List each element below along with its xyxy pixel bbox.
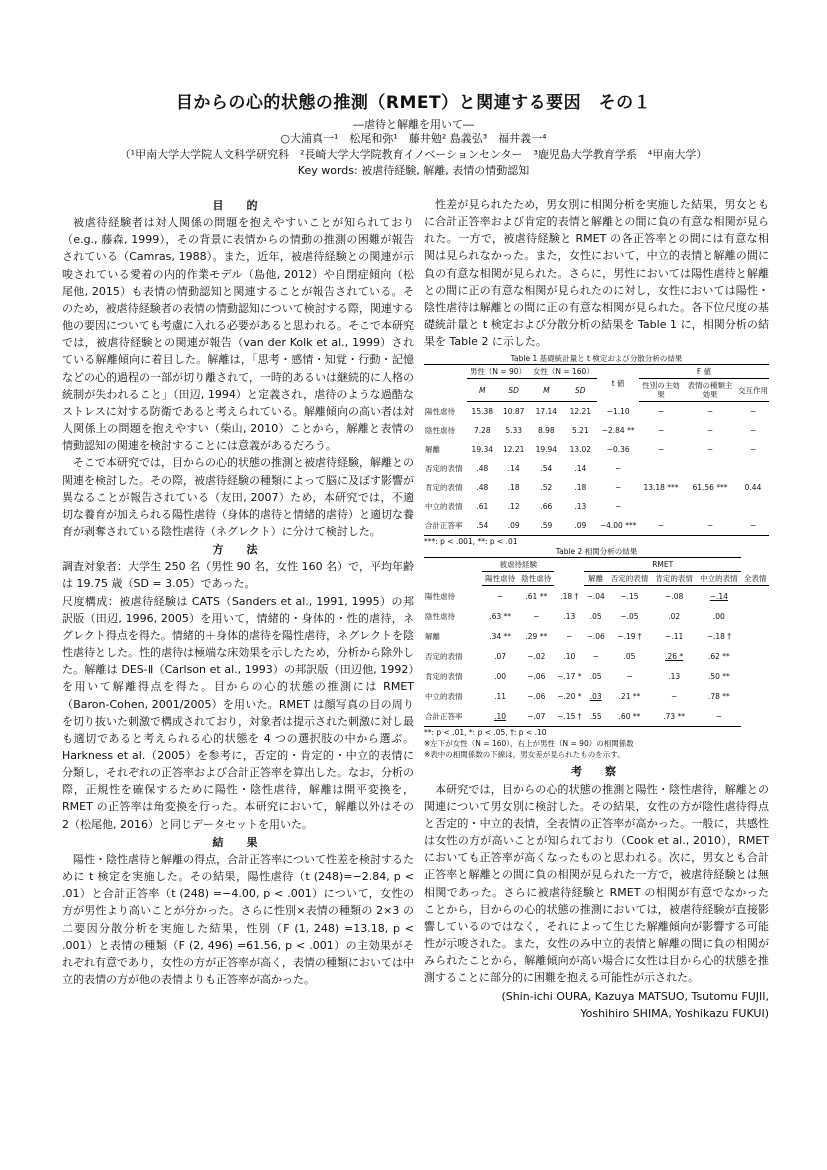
affiliation-list: （¹甲南大学大学院人文科学研究科 ²長崎大学大学院教育イノベーションセンター ³鹿児島大学教育学系 ⁴甲南大学） <box>119 148 708 161</box>
method-participants: 調査対象者：大学生 250 名（男性 90 名，女性 160 名）で，平均年齢は 19.75 歳（SD = 3.05）であった。 <box>62 560 414 591</box>
table2-cell: − <box>592 651 599 661</box>
table2-cell: −.15 † <box>554 706 584 727</box>
table2-cell: .29 ** <box>525 631 548 641</box>
table1 <box>424 364 769 536</box>
table2-note-layout: ※左下が女性（N = 160），右上が男性（N = 90）の相関係数 <box>424 739 634 749</box>
table1-cell: .09 <box>498 516 529 536</box>
table1-row <box>424 478 769 497</box>
table1-row-label: 解離 <box>425 445 440 455</box>
table2-cell: − <box>566 631 573 641</box>
section-heading-discussion: 考 察 <box>571 765 622 779</box>
table2-header-rmet: RMET <box>584 558 741 572</box>
table2-cell: .05 <box>589 671 602 681</box>
table1-cell: 13.02 <box>569 445 592 455</box>
table1-header-m: M <box>467 379 498 402</box>
table2-cell: .60 ** <box>607 706 652 727</box>
table1-row <box>424 459 769 478</box>
table1-row-label: 肯定的表情 <box>425 483 463 493</box>
table2-cell: −.06 <box>586 631 605 641</box>
table2-row-label: 中立的表情 <box>425 691 463 701</box>
table2-cell: −.19 † <box>617 631 642 641</box>
table1-header-female: 女性（N = 160） <box>529 365 597 379</box>
table1-cell: .66 <box>540 502 553 512</box>
method-measures: 尺度構成：被虐待経験は CATS（Sanders et al., 1991, 1995）の邦訳版（田辺, 1996, 2005）を用いて，情緒的・身体的・性的虐待，ネグレクト得点を得た。情緒的＋身体的虐待を陽性虐待，ネグレクトを陰性虐待とした。性的虐待は極端な床効果を示したため，分析から除外した。解離は DES-Ⅱ（Carlson et al., 1993）の邦訳版（田辺他, 1992）を用いて解離得点を得た。目からの心的状態の推測には RMET（Baron-Cohen, 2001/2005）を用いた。RMET は顔写真の目の周りを切り抜いた刺激で構成されており，対象者は提示された刺激に対し最も適切であると考えられる心的状態を 4 つの選択肢の中から選ぶ。Harkness et al.（2005）を参考に，否定的・肯定的・中立的表情に分類し，それぞれの正答率および合計正答率を算出した。なお，分析の際，正規性を確保するために陽性・陰性虐待，解離は開平変換を，RMET の正答率は角変換を行った。本研究において，解離以外はその 2（松尾他, 2016）と同じデータセットを用いた。 <box>62 594 414 831</box>
table1-cell: − <box>737 516 769 536</box>
table1-cell: − <box>706 407 714 417</box>
table2-cell: − <box>626 671 633 681</box>
table1-cell: − <box>706 445 714 455</box>
table1-cell: − <box>615 483 622 493</box>
table2-cell: −.18 † <box>706 631 732 641</box>
table2-row-label: 否定的表情 <box>425 651 463 661</box>
right-column <box>424 196 769 1022</box>
table2-row <box>424 686 769 706</box>
table2-cell: − <box>671 691 678 701</box>
table1-cell: 12.21 <box>569 407 592 417</box>
table2-cell: .03 <box>589 691 602 701</box>
table2-cell: .18 † <box>560 591 579 601</box>
table2-cell: .07 <box>494 651 507 661</box>
table2-cell: .21 ** <box>618 691 641 701</box>
table2-row <box>424 606 769 626</box>
table1-cell: − <box>639 516 683 536</box>
table2-cell: −.11 <box>665 631 684 641</box>
table2-cell: .13 <box>668 671 681 681</box>
table1-cell: .52 <box>540 483 553 493</box>
table2-cell: .62 ** <box>707 651 730 661</box>
table1-cell: − <box>657 445 665 455</box>
table2-cell: − <box>496 591 504 601</box>
table2-cell: .78 ** <box>707 691 730 701</box>
table1-cell: 17.14 <box>535 407 558 417</box>
table2-column-header: 否定的表情 <box>607 572 652 586</box>
table1-cell: − <box>657 407 665 417</box>
signature-line-2: Yoshihiro SHIMA, Yoshikazu FUKUI) <box>580 1007 769 1021</box>
table1-cell <box>639 497 683 516</box>
table2-cell: −.08 <box>665 591 684 601</box>
table1-cell: − <box>683 516 737 536</box>
table1-cell: .48 <box>476 483 489 493</box>
signature-line-1: (Shin-ichi OURA, Kazuya MATSUO, Tsutomu FUJII, <box>501 990 769 1004</box>
purpose-paragraph-1: 被虐待経験者は対人関係の問題を抱えやすいことが知られており（e.g., 藤森, 1999），その背景に表情からの情動の推測の困難が報告されている（Camras, 1988）。また，近年，被虐待経験との関連が示唆されている愛着の内的作業モデル（島他, 2012）や自閉症傾向（松尾他, 2015）も表情の情動認知と関連することが報告されている。そのため，被虐待経験者の表情の情動認知について検討する際，関連する他の要因についても考慮に入れる必要があると思われる。そこで本研究では，被虐待経験との関連が報告（van der Kolk et al., 1999）されている解離傾向に着目した。解離は，｢思考・感情・知覚・行動・記憶などの心的過程の一部が切り離されて，一時的あるいは継続的に人格の統制が失われること｣（田辺, 1994）と定義され，虐待のような過酷なストレスに対する防衛であると考えられている。解離傾向の高い者は対人関係上の問題を抱えやすい（柴山, 2010）ことから，解離と表情の情動認知の関連を検討することには意義があるだろう。 <box>62 216 414 453</box>
table1-cell: 19.94 <box>535 445 558 455</box>
table1-cell <box>737 459 769 478</box>
table2-cell: .00 <box>494 671 507 681</box>
table2-row-label: 解離 <box>425 631 440 641</box>
table1-header-m: M <box>529 379 563 402</box>
table1-cell: 7.28 <box>473 426 491 436</box>
table2-cell: − <box>697 706 742 727</box>
table2-cell: −.14 <box>709 591 728 601</box>
table1-cell: .54 <box>467 516 498 536</box>
table1-row <box>424 440 769 459</box>
table1-cell: .14 <box>507 464 520 474</box>
table2-note-significance: **: p < .01, *: p < .05, †: p < .10 <box>424 728 547 738</box>
table1-row <box>424 402 769 422</box>
table1-cell <box>737 497 769 516</box>
table2-column-header: 陰性虐待 <box>518 572 554 586</box>
table1-cell: .18 <box>507 483 520 493</box>
table2-cell: −.20 * <box>557 691 582 701</box>
table1-cell: − <box>615 502 622 512</box>
table2-column-header: 陽性虐待 <box>482 572 518 586</box>
table2-cell: .55 <box>584 706 607 727</box>
table1-cell: 10.87 <box>502 407 525 417</box>
table2 <box>424 557 769 727</box>
table2-cell: .02 <box>668 611 681 621</box>
table2-row <box>424 626 769 646</box>
table1-cell: − <box>749 445 757 455</box>
table1-header-sd: SD <box>498 379 529 402</box>
table1-cell: − <box>749 407 757 417</box>
table1-header-interaction: 交互作用 <box>737 379 769 402</box>
table1-cell: 12.21 <box>502 445 525 455</box>
table2-row <box>424 646 769 666</box>
table1-cell: 5.33 <box>505 426 523 436</box>
table1-cell: − <box>706 426 714 436</box>
table2-cell: −.06 <box>527 691 546 701</box>
table2-cell: − <box>533 611 540 621</box>
table2-cell: −.06 <box>527 671 546 681</box>
table2-cell: −.17 * <box>557 671 582 681</box>
table2-cell: .10 <box>482 706 518 727</box>
table1-row-label: 中立的表情 <box>425 502 463 512</box>
table1-cell: 61.56 *** <box>692 483 728 493</box>
table2-column-header: 解離 <box>584 572 607 586</box>
table2-cell: .00 <box>712 611 725 621</box>
table2-cell: .61 ** <box>525 591 548 601</box>
table1-cell: .12 <box>507 502 520 512</box>
table2-cell: .11 <box>494 691 507 701</box>
table2-cell: .05 <box>589 611 602 621</box>
table1-cell: −4.00 *** <box>597 516 639 536</box>
table2-row-label: 肯定的表情 <box>425 671 463 681</box>
table1-header-sd: SD <box>563 379 597 402</box>
table1-cell: 5.21 <box>571 426 589 436</box>
table1-cell: 8.98 <box>538 426 555 436</box>
table1-cell: −2.84 ** <box>601 426 635 436</box>
table2-row-label: 陰性虐待 <box>425 611 455 621</box>
table1-cell: −0.36 <box>606 445 630 455</box>
table2-cell: −.15 <box>620 591 639 601</box>
table1-row <box>424 516 769 536</box>
table2-row <box>424 586 769 607</box>
table1-cell: − <box>615 464 622 474</box>
table1-header-expression-effect: 表情の種類主効果 <box>683 379 737 402</box>
table1-cell: − <box>657 426 665 436</box>
table2-row <box>424 706 769 727</box>
table2-column-header: 中立的表情 <box>697 572 742 586</box>
table2-cell: −.02 <box>527 651 546 661</box>
table2-cell: .50 ** <box>707 671 730 681</box>
table2-cell: −.07 <box>518 706 554 727</box>
discussion-paragraph: 本研究では，目からの心的状態の推測と陽性・陰性虐待，解離との関連について男女別に検討した。その結果，女性の方が陰性虐待得点と否定的・中立的表情，全表情の正答率が高かった。一般に，共感性は女性の方が高いことが知られており（Cook et al., 2010），RMET においても正答率が高くなったものと思われる。次に，男女とも合計正答率と解離との間に負の相関が見られた一方で，被虐待経験とは無相関であった。さらに被虐待経験と RMET の相関が有意でなかったことから，目からの心的状態の推測においては，被虐待経験が直接影響しているのではなく，それによって生じた解離傾向が影響する可能性が示唆された。また，女性のみ中立的表情と解離の間に負の相関がみられたことから，解離傾向が高い場合に女性は目から心的状態を推測することに部分的に困難を抱える可能性が示された。 <box>424 782 769 985</box>
table1-cell: 0.44 <box>744 483 762 493</box>
table1-cell: .54 <box>540 464 553 474</box>
table1-cell: .13 <box>574 502 587 512</box>
results-paragraph-1: 陽性・陰性虐待と解離の得点，合計正答率について性差を検討するために t 検定を実施した。その結果，陽性虐待（t (248)=−2.84, p < .01）と合計正答率（t (248) =−4.00, p < .001）について，女性の方が男性より高いことが分かった。さらに性別×表情の種類の 2×3 の二要因分散分析を実施した結果，性別（F (1, 248) =13.18, p < .001）と表情の種類（F (2, 496) =61.56, p < .001）の主効果がそれぞれ有意であり，女性の方が正答率が高く，表情の種類においては中立的表情の方が他の表情よりも正答率が高かった。 <box>62 852 414 987</box>
purpose-paragraph-2: そこで本研究では，目からの心的状態の推測と被虐待経験，解離との関連を検討した。その際，被虐待経験の種類によって脳に及ぼす影響が異なることが報告されている（友田, 2007）ため，本研究では，不適切な養育が加えられる陽性虐待（身体的虐待と情緒的虐待）と適切な養育が剥奪されている陰性虐待（ネグレクト）に分けて検討した。 <box>62 456 414 538</box>
section-heading-results: 結 果 <box>212 835 264 849</box>
results-paragraph-2: 性差が見られたため，男女別に相関分析を実施した結果，男女ともに合計正答率および肯定的表情と解離との間に負の有意な相関が見られた。一方で，被虐待経験と RMET の各正答率との間には有意な相関は見られなかった。また，女性において，中立的表情と解離の間に負の有意な相関が見られた。さらに，男性においては陽性虐待と解離との間に正の有意な相関が見られたのに対し，女性においては陽性・陰性虐待は解離との間に正の有意な相関が見られた。各下位尺度の基礎統計量と t 検定および分散分析の結果を Table 1 に，相関分析の結果を Table 2 に示した。 <box>424 198 769 349</box>
table2-cell: .10 <box>563 651 576 661</box>
table1-cell <box>683 497 737 516</box>
table2-header-abuse: 被虐待経験 <box>482 558 554 572</box>
table1-cell: .59 <box>529 516 563 536</box>
table1-cell: 13.18 *** <box>643 483 679 493</box>
table1-header-f: F 値 <box>639 365 769 379</box>
paper-subtitle: ―虐待と解離を用いて― <box>353 118 474 131</box>
table2-cell: .13 <box>563 611 576 621</box>
section-heading-method: 方 法 <box>212 543 264 557</box>
paper-title: 目からの心的状態の推測（RMET）と関連する要因 その１ <box>175 93 652 113</box>
table2-row <box>424 666 769 686</box>
table1-cell: − <box>749 426 757 436</box>
table2-cell: .05 <box>623 651 636 661</box>
table2-cell: .26 * <box>665 651 684 661</box>
table2-cell: .34 ** <box>489 631 511 641</box>
table1-row-label: 陽性虐待 <box>425 407 455 417</box>
table1-cell: .18 <box>574 483 587 493</box>
table1-row <box>424 421 769 440</box>
table1-note: ***: p < .001, **: p < .01 <box>424 537 518 547</box>
table1-cell: .14 <box>574 464 587 474</box>
table2-column-header: 肯定的表情 <box>652 572 697 586</box>
table2-cell: −.05 <box>620 611 639 621</box>
table2-row-label: 陽性虐待 <box>425 591 455 601</box>
table1-caption: Table 1 基礎統計量と t 検定および分散分析の結果 <box>510 354 683 364</box>
table1-cell: .61 <box>476 502 489 512</box>
table2-column-header: 全表情 <box>741 572 769 586</box>
table1-cell: −1.10 <box>606 407 630 417</box>
table1-cell: .09 <box>563 516 597 536</box>
table1-header-male: 男性（N = 90） <box>467 365 530 379</box>
table1-cell <box>639 459 683 478</box>
table2-caption: Table 2 相関分析の結果 <box>555 547 638 557</box>
table2-cell: −.04 <box>586 591 605 601</box>
table2-cell: .63 ** <box>489 611 511 621</box>
table1-header-t: t 値 <box>597 365 639 402</box>
table1-row-label: 合計正答率 <box>424 516 467 536</box>
table1-cell: 15.38 <box>471 407 494 417</box>
author-list: ○大浦真一¹ 松尾和弥¹ 藤井勉² 島義弘³ 福井義一⁴ <box>280 132 547 145</box>
keywords: Key words: 被虐待経験, 解離, 表情の情動認知 <box>297 164 530 177</box>
table1-row-label: 否定的表情 <box>425 464 463 474</box>
table2-row-label: 合計正答率 <box>424 706 482 727</box>
table1-row-label: 陰性虐待 <box>425 426 455 436</box>
table1-row <box>424 497 769 516</box>
table1-cell <box>683 459 737 478</box>
left-column <box>62 196 414 988</box>
table2-cell: .73 ** <box>652 706 697 727</box>
section-heading-purpose: 目 的 <box>212 199 264 212</box>
table2-note-underline: ※表中の相関係数の下線は，男女差が見られたものを示す。 <box>424 750 625 760</box>
table1-cell: 19.34 <box>471 445 494 455</box>
table1-cell: .48 <box>476 464 489 474</box>
table1-header-sex-effect: 性別の主効果 <box>639 379 683 402</box>
